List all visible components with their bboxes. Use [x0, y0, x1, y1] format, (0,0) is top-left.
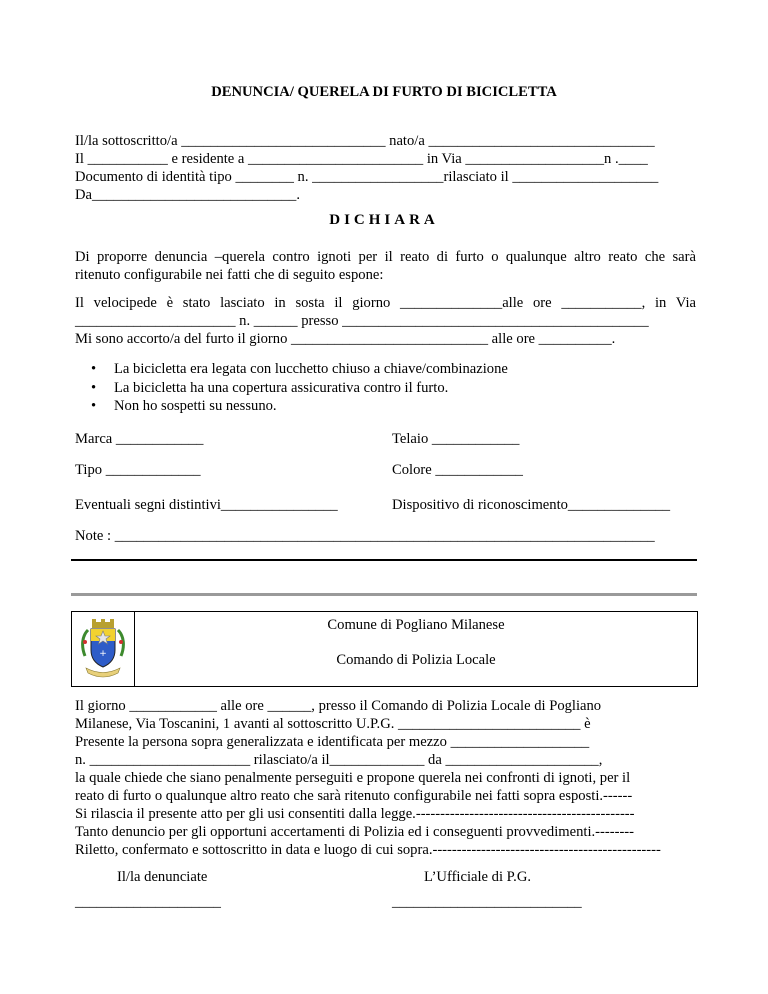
- para2-line3: Mi sono accorto/a del furto il giorno ___________________________ alle ore __________.: [75, 331, 616, 347]
- intro-line-residence: Il ___________ e residente a ________________________ in Via ___________________n .____: [75, 151, 648, 167]
- intro-line-from: Da____________________________.: [75, 187, 300, 203]
- bullet-lock: • La bicicletta era legata con lucchetto chiuso a chiave/combinazione: [75, 360, 508, 379]
- para2-line2: ______________________ n. ______ presso __________________________________________: [75, 313, 649, 329]
- field-dispositivo: Dispositivo di riconoscimento______________: [392, 497, 671, 513]
- header-comando: Comando di Polizia Locale: [336, 652, 496, 668]
- police-line-1: Il giorno ____________ alle ore ______, presso il Comando di Polizia Locale di Pogliano: [75, 698, 602, 714]
- divider-gray: [71, 593, 697, 596]
- divider-black: [71, 559, 697, 561]
- para1-line1: Di proporre denuncia –querela contro ignoti per il reato di furto o qualunque altro reato che sarà: [75, 249, 696, 265]
- bullet-list: [75, 360, 508, 416]
- intro-line-document: Documento di identità tipo ________ n. __________________rilasciato il ____________________: [75, 169, 659, 185]
- document-title: DENUNCIA/ QUERELA DI FURTO DI BICICLETTA: [211, 84, 557, 100]
- para1-line2: ritenuto configurabile nei fatti che di seguito espone:: [75, 267, 384, 283]
- field-colore: Colore ____________: [392, 462, 523, 478]
- police-line-8: Tanto denuncio per gli opportuni accertamenti di Polizia ed i conseguenti provvedimenti.--------: [75, 824, 635, 840]
- police-line-9: Riletto, confermato e sottoscritto in data e luogo di cui sopra.-----------------------------------------------: [75, 842, 661, 858]
- field-tipo: Tipo _____________: [75, 462, 201, 478]
- svg-text:+: +: [99, 649, 107, 659]
- bullet-suspects: • Non ho sospetti su nessuno.: [75, 397, 508, 416]
- field-segni-distintivi: Eventuali segni distintivi________________: [75, 497, 338, 513]
- para2-line1: Il velocipede è stato lasciato in sosta il giorno ______________alle ore ___________, in Via: [75, 295, 696, 311]
- header-comune: Comune di Pogliano Milanese: [327, 617, 505, 633]
- intro-line-name: Il/la sottoscritto/a ____________________________ nato/a _______________________________: [75, 133, 655, 149]
- police-line-7: Si rilascia il presente atto per gli usi consentiti dalla legge.---------------------------------------------: [75, 806, 635, 822]
- police-header-box: [71, 611, 698, 687]
- signature-label-officer: L’Ufficiale di P.G.: [424, 869, 532, 885]
- police-line-5: la quale chiede che siano penalmente perseguiti e propone querela nei confronti di ignoti, per il: [75, 770, 631, 786]
- signature-label-complainant: Il/la denunciate: [117, 869, 208, 885]
- police-line-2: Milanese, Via Toscanini, 1 avanti al sottoscritto U.P.G. _________________________ è: [75, 716, 591, 732]
- field-marca: Marca ____________: [75, 431, 204, 447]
- signature-line-officer: __________________________: [392, 894, 582, 910]
- field-telaio: Telaio ____________: [392, 431, 520, 447]
- police-line-3: Presente la persona sopra generalizzata e identificata per mezzo ___________________: [75, 734, 590, 750]
- police-line-4: n. ______________________ rilasciato/a il_____________ da _____________________,: [75, 752, 603, 768]
- logo-cell: [72, 612, 135, 686]
- signature-line-complainant: ____________________: [75, 894, 221, 910]
- police-line-6: reato di furto o qualunque altro reato che sarà ritenuto configurabile nei fatti sopra esposti.------: [75, 788, 633, 804]
- field-note: Note : __________________________________________________________________________: [75, 528, 655, 544]
- dichiara-heading: DICHIARA: [329, 212, 439, 228]
- bullet-insurance: • La bicicletta ha una copertura assicurativa contro il furto.: [75, 379, 508, 398]
- coat-of-arms-icon: [72, 612, 134, 686]
